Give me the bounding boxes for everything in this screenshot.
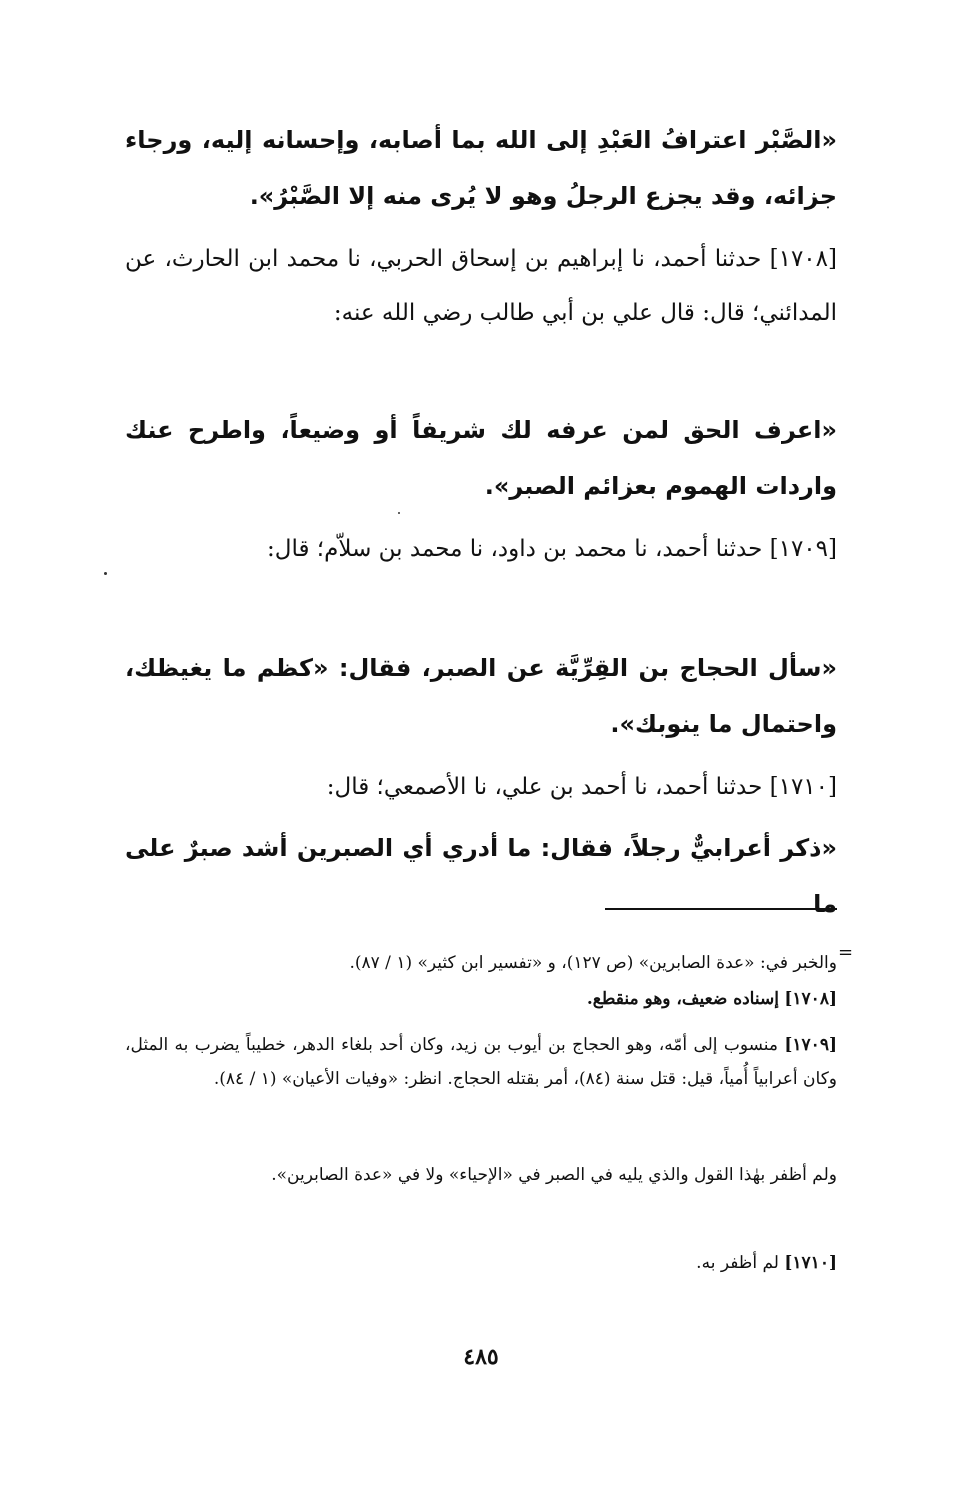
footnote-1709 xyxy=(125,1028,837,1096)
footnote-note: ولم أظفر بهٰذا القول والذي يليه في الصبر في «الإحياء» ولا في «عدة الصابرين». xyxy=(271,1165,837,1185)
scan-speck xyxy=(104,572,107,575)
footnote-1709-number: [١٧٠٩] xyxy=(784,1035,837,1055)
footnote-1708-text: إسناده ضعيف، وهو منقطع. xyxy=(586,989,779,1009)
quote-patience-definition: «الصَّبْر اعترافُ العَبْدِ إلى الله بما أصابه، وإحسانه إليه، ورجاء جزائه، وقد يجزع الرجلُ وهو لا يُرى منه إلا الصَّبْرُ». xyxy=(125,126,837,210)
scan-speck xyxy=(398,512,400,514)
footnote-1709-text: منسوب إلى أمّه، وهو الحجاج بن أيوب بن زيد، وكان أحد بلغاء الدهر، خطيباً يضرب به المثل، وكان أعرابياً أُمياً، قيل: قتل سنة (٨٤)، أمر بقتله الحجاج. انظر: «وفيات الأعيان» (١ / ٨٤). xyxy=(125,1035,837,1089)
book-page xyxy=(125,112,854,1412)
continuation-mark: = xyxy=(838,942,854,963)
narration-1708: [١٧٠٨] حدثنا أحمد، نا إبراهيم بن إسحاق الحربي، نا محمد ابن الحارث، عن المدائني؛ قال: قال علي بن أبي طالب رضي الله عنه: xyxy=(125,246,837,326)
footnote-1710 xyxy=(125,1246,837,1280)
footnote-separator xyxy=(605,908,837,910)
footnote-source: والخبر في: «عدة الصابرين» (ص ١٢٧)، و «تفسير ابن كثير» (١ / ٨٧). xyxy=(349,953,837,973)
footnote-1710-text: لم أظفر به. xyxy=(696,1253,779,1273)
footnote-1708-number: [١٧٠٨] xyxy=(784,989,837,1009)
quote-bedouin-two-patiences: «ذكر أعرابيٌّ رجلاً، فقال: ما أدري أي الصبرين أشد صبرٌ على ما xyxy=(125,834,837,918)
quote-hajjaj-on-patience: «سأل الحجاج بن القِرِّيَّة عن الصبر، فقال: «كظم ما يغيظك، واحتمال ما ينوبك». xyxy=(125,654,837,738)
quote-know-the-truth: «اعرف الحق لمن عرفه لك شريفاً أو وضيعاً، واطرح عنك واردات الهموم بعزائم الصبر». xyxy=(125,416,837,500)
narration-1709: [١٧٠٩] حدثنا أحمد، نا محمد بن داود، نا محمد بن سلاّم؛ قال: xyxy=(267,536,837,562)
footnote-1710-number: [١٧١٠] xyxy=(784,1253,837,1273)
page-number: ٤٨٥ xyxy=(463,1344,499,1370)
narration-1710: [١٧١٠] حدثنا أحمد، نا أحمد بن علي، نا الأصمعي؛ قال: xyxy=(326,774,837,800)
footnote-1708 xyxy=(125,982,837,1016)
